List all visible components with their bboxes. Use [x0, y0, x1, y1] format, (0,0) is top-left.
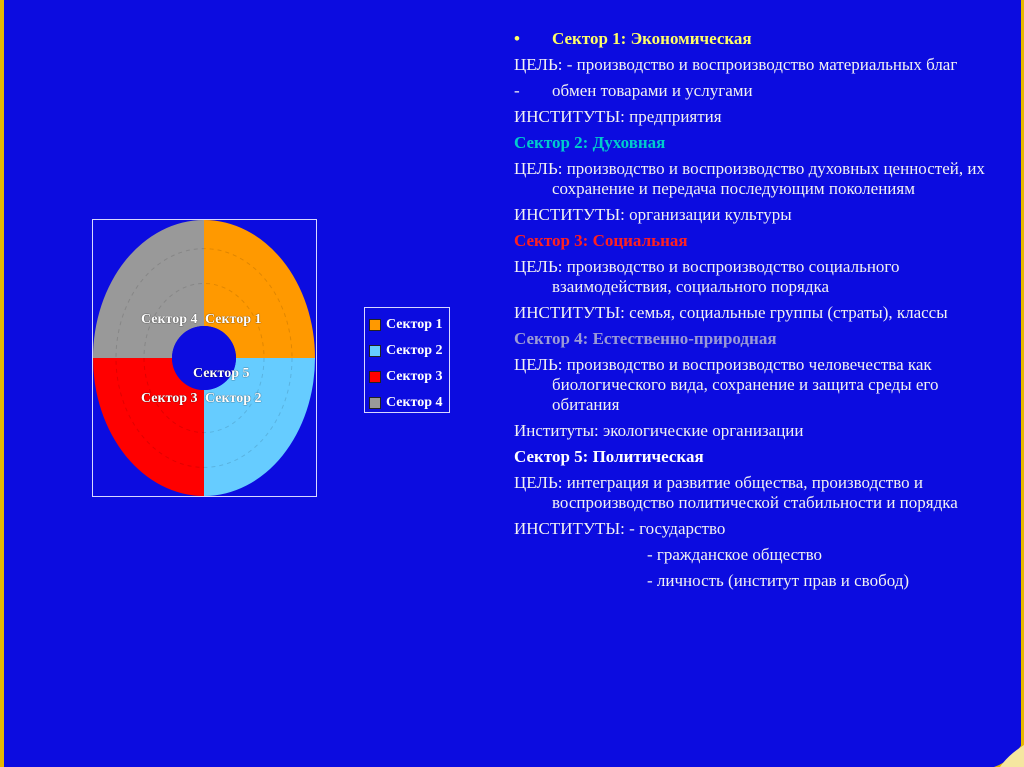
sector-1-goal: ЦЕЛЬ: - производство и воспроизводство материальных благ [514, 55, 958, 74]
legend-swatch-sector-4 [369, 397, 381, 409]
sector-3-goal: ЦЕЛЬ: производство и воспроизводство социального взаимодействия, социального порядка [514, 257, 900, 296]
sector-3-institutions: ИНСТИТУТЫ: семья, социальные группы (страты), классы [514, 303, 948, 322]
slice-label-sector-4: Сектор 4 [141, 312, 198, 327]
legend-swatch-sector-2 [369, 345, 381, 357]
dash-marker: - [514, 81, 520, 100]
slide-border-left [0, 0, 4, 767]
sector-2-institutions: ИНСТИТУТЫ: организации культуры [514, 205, 792, 224]
sector-4-institutions: Институты: экологические организации [514, 421, 804, 440]
sector-3-title: Сектор 3: Социальная [514, 231, 688, 250]
slice-label-sector-5: Сектор 5 [193, 366, 250, 381]
legend-item-sector-2 [369, 338, 449, 364]
sector-5-title: Сектор 5: Политическая [514, 447, 704, 466]
slice-label-sector-3: Сектор 3 [141, 391, 198, 406]
sector-1-institutions: ИНСТИТУТЫ: предприятия [514, 107, 722, 126]
sector-2-title: Сектор 2: Духовная [514, 133, 666, 152]
legend-item-sector-1 [369, 312, 449, 338]
sector-1-goal-text: обмен товарами и услугами [552, 81, 753, 100]
slice-label-sector-1: Сектор 1 [205, 312, 262, 327]
legend-swatch-sector-1 [369, 319, 381, 331]
bullet-icon: • [514, 29, 520, 48]
chart-legend [364, 307, 450, 413]
donut-chart [92, 219, 317, 497]
legend-label: Сектор 1 [386, 317, 443, 332]
legend-item-sector-4 [369, 390, 449, 416]
sector-descriptions [514, 29, 1004, 597]
sector-1-heading [514, 29, 1004, 49]
sector-5-institution-item: - личность (институт прав и свобод) [647, 571, 910, 590]
sector-4-goal: ЦЕЛЬ: производство и воспроизводство человечества как биологического вида, сохранение и защита среды его обитания [514, 355, 939, 414]
page-curl-icon [994, 741, 1024, 767]
legend-item-sector-3 [369, 364, 449, 390]
legend-label: Сектор 2 [386, 343, 443, 358]
sector-5-goal: ЦЕЛЬ: интеграция и развитие общества, производство и воспроизводство политической стабильности и порядка [514, 473, 958, 512]
sector-5-institution-item: - гражданское общество [647, 545, 823, 564]
sector-1-title: Сектор 1: Экономическая [552, 29, 752, 48]
sector-1-goal-item [514, 81, 1004, 101]
sector-4-title: Сектор 4: Естественно-природная [514, 329, 777, 348]
slice-label-sector-2: Сектор 2 [205, 391, 262, 406]
legend-label: Сектор 3 [386, 369, 443, 384]
legend-swatch-sector-3 [369, 371, 381, 383]
legend-label: Сектор 4 [386, 395, 443, 410]
sector-2-goal: ЦЕЛЬ: производство и воспроизводство духовных ценностей, их сохранение и передача последующим поколениям [514, 159, 985, 198]
sector-5-institutions: ИНСТИТУТЫ: - государство [514, 519, 726, 538]
